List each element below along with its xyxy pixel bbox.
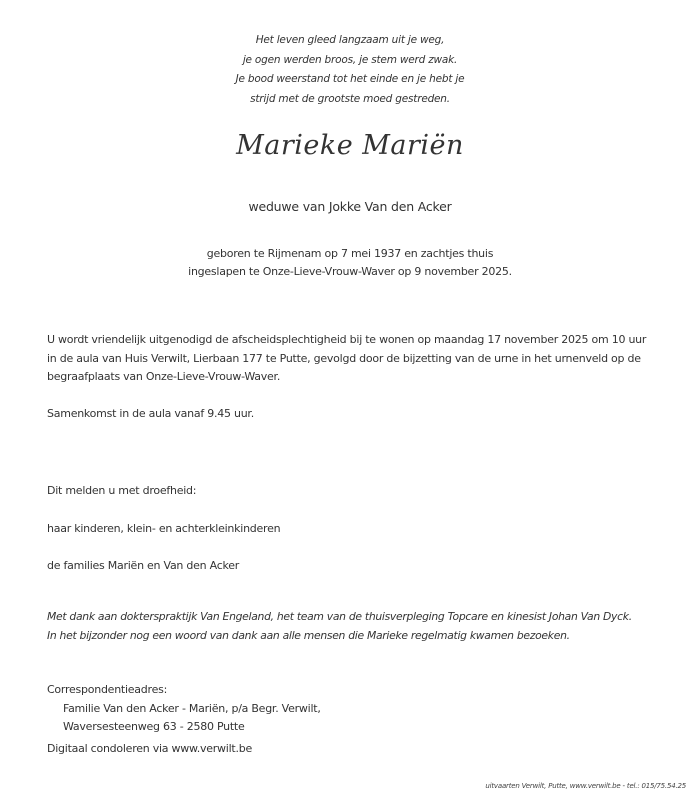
relation-line: weduwe van Jokke Van den Acker [248, 199, 452, 214]
correspondence-label: Correspondentieadres: [47, 683, 168, 696]
ceremony-line: in de aula van Huis Verwilt, Lierbaan 177 te Putte, gevolgd door de bijzetting van de urne in het urnenveld op de [47, 351, 641, 365]
thanks-line: In het bijzonder nog een woord van dank aan alle mensen die Marieke regelmatig kwamen bezoeken. [47, 628, 570, 642]
family-names: de families Mariën en Van den Acker [47, 559, 240, 572]
death-line: ingeslapen te Onze-Lieve-Vrouw-Waver op 9 november 2025. [188, 265, 512, 278]
birth-line: geboren te Rijmenam op 7 mei 1937 en zachtjes thuis [206, 247, 494, 260]
poem [0, 31, 700, 109]
birth-death-info [0, 245, 700, 281]
ceremony-invitation [47, 331, 697, 387]
funeral-home-footer: uitvaarten Verwilt, Putte, www.verwilt.be - tel.: 015/75.54.25 [485, 782, 686, 790]
poem-line: Het leven gleed langzaam uit je weg, [255, 34, 445, 46]
announcement-intro: Dit melden u met droefheid: [47, 484, 197, 497]
thanks-message [47, 608, 697, 645]
poem-line: Je bood weerstand tot het einde en je hebt je [235, 73, 465, 85]
condolence-info: Digitaal condoleren via www.verwilt.be [47, 742, 252, 755]
deceased-name: Marieke Mariën [236, 130, 464, 161]
correspondence-block [47, 681, 697, 737]
thanks-line: Met dank aan dokterspraktijk Van Engeland, het team van de thuisverpleging Topcare en kinesist Johan Van Dyck. [47, 610, 632, 623]
ceremony-line: U wordt vriendelijk uitgenodigd de afscheidsplechtigheid bij te wonen op maandag 17 november 2025 om 10 uur [47, 333, 647, 346]
poem-line: je ogen werden broos, je stem werd zwak. [242, 53, 458, 66]
gathering-info: Samenkomst in de aula vanaf 9.45 uur. [47, 407, 254, 420]
poem-line: strijd met de grootste moed gestreden. [250, 92, 450, 105]
correspondence-address-line: Familie Van den Acker - Mariën, p/a Begr. Verwilt, [63, 701, 321, 715]
correspondence-address-line: Waversesteenweg 63 - 2580 Putte [63, 720, 245, 733]
ceremony-line: begraafplaats van Onze-Lieve-Vrouw-Waver. [47, 370, 281, 383]
family-children: haar kinderen, klein- en achterkleinkinderen [47, 522, 281, 535]
